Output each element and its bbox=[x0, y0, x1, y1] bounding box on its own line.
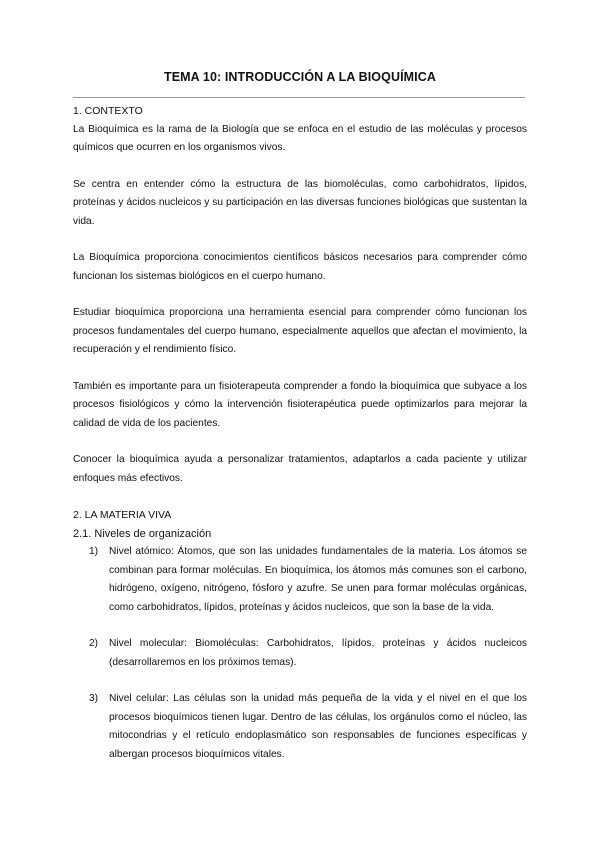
list-item-number: 2) bbox=[89, 638, 99, 649]
document-body bbox=[73, 102, 527, 782]
paragraph: La Bioquímica proporciona conocimientos científicos básicos necesarios para comprender cómo funcionan los sistemas biológicos en el cuerpo humano. bbox=[73, 252, 527, 282]
list-item bbox=[73, 543, 527, 617]
page-title: TEMA 10: INTRODUCCIÓN A LA BIOQUÍMICA bbox=[164, 70, 436, 84]
paragraph: La Bioquímica es la rama de la Biología que se enfoca en el estudio de las moléculas y procesos químicos que ocurren en los organismos vivos. bbox=[73, 123, 527, 153]
organization-levels-list bbox=[73, 543, 527, 764]
list-item-number: 1) bbox=[89, 546, 99, 557]
list-item bbox=[73, 690, 527, 764]
paragraph: Estudiar bioquímica proporciona una herramienta esencial para comprender cómo funcionan los procesos fundamentales del cuerpo humano, especialmente aquellos que afectan el movimiento, la recuperación y el rendimiento físico. bbox=[73, 307, 527, 355]
paragraph: Conocer la bioquímica ayuda a personalizar tratamientos, adaptarlos a cada paciente y utilizar enfoques más efectivos. bbox=[73, 454, 527, 484]
list-item-text: Nivel celular: Las células son la unidad más pequeña de la vida y el nivel en el que los procesos bioquímicos tienen lugar. Dentro de las células, los orgánulos como el núcleo, las mitocondrias y el retículo endoplasmático son responsables de funciones específicas y albergan procesos bioquímicos vitales. bbox=[109, 693, 527, 760]
paragraph: También es importante para un fisioterapeuta comprender a fondo la bioquímica que subyace a los procesos fisiológicos y cómo la intervención fisioterapéutica puede optimizarlos para mejorar la calidad de vida de los pacientes. bbox=[73, 380, 527, 429]
list-item-text: Nivel molecular: Biomoléculas: Carbohidratos, lípidos, proteínas y ácidos nucleicos (desarrollaremos en los próximos temas). bbox=[109, 638, 527, 668]
list-item bbox=[73, 635, 527, 672]
title-divider bbox=[73, 97, 525, 98]
section-heading-contexto: 1. CONTEXTO bbox=[73, 105, 143, 117]
subsection-heading-niveles: 2.1. Niveles de organización bbox=[73, 527, 212, 540]
list-item-number: 3) bbox=[89, 693, 99, 704]
section-heading-materia-viva: 2. LA MATERIA VIVA bbox=[73, 509, 172, 521]
paragraph: Se centra en entender cómo la estructura de las biomoléculas, como carbohidratos, lípidos, proteínas y ácidos nucleicos y su participación en las diversas funciones biológicas que sustentan la vida. bbox=[73, 178, 527, 227]
list-item-text: Nivel atómico: Átomos, que son las unidades fundamentales de la materia. Los átomos se combinan para formar moléculas. En bioquímica, los átomos más comunes son el carbono, hidrógeno, oxígeno, nitrógeno, fósforo y azufre. Se unen para formar moléculas orgánicas, como carbohidratos, lípidos, proteínas y ácidos nucleicos, que son la base de la vida. bbox=[109, 546, 527, 613]
